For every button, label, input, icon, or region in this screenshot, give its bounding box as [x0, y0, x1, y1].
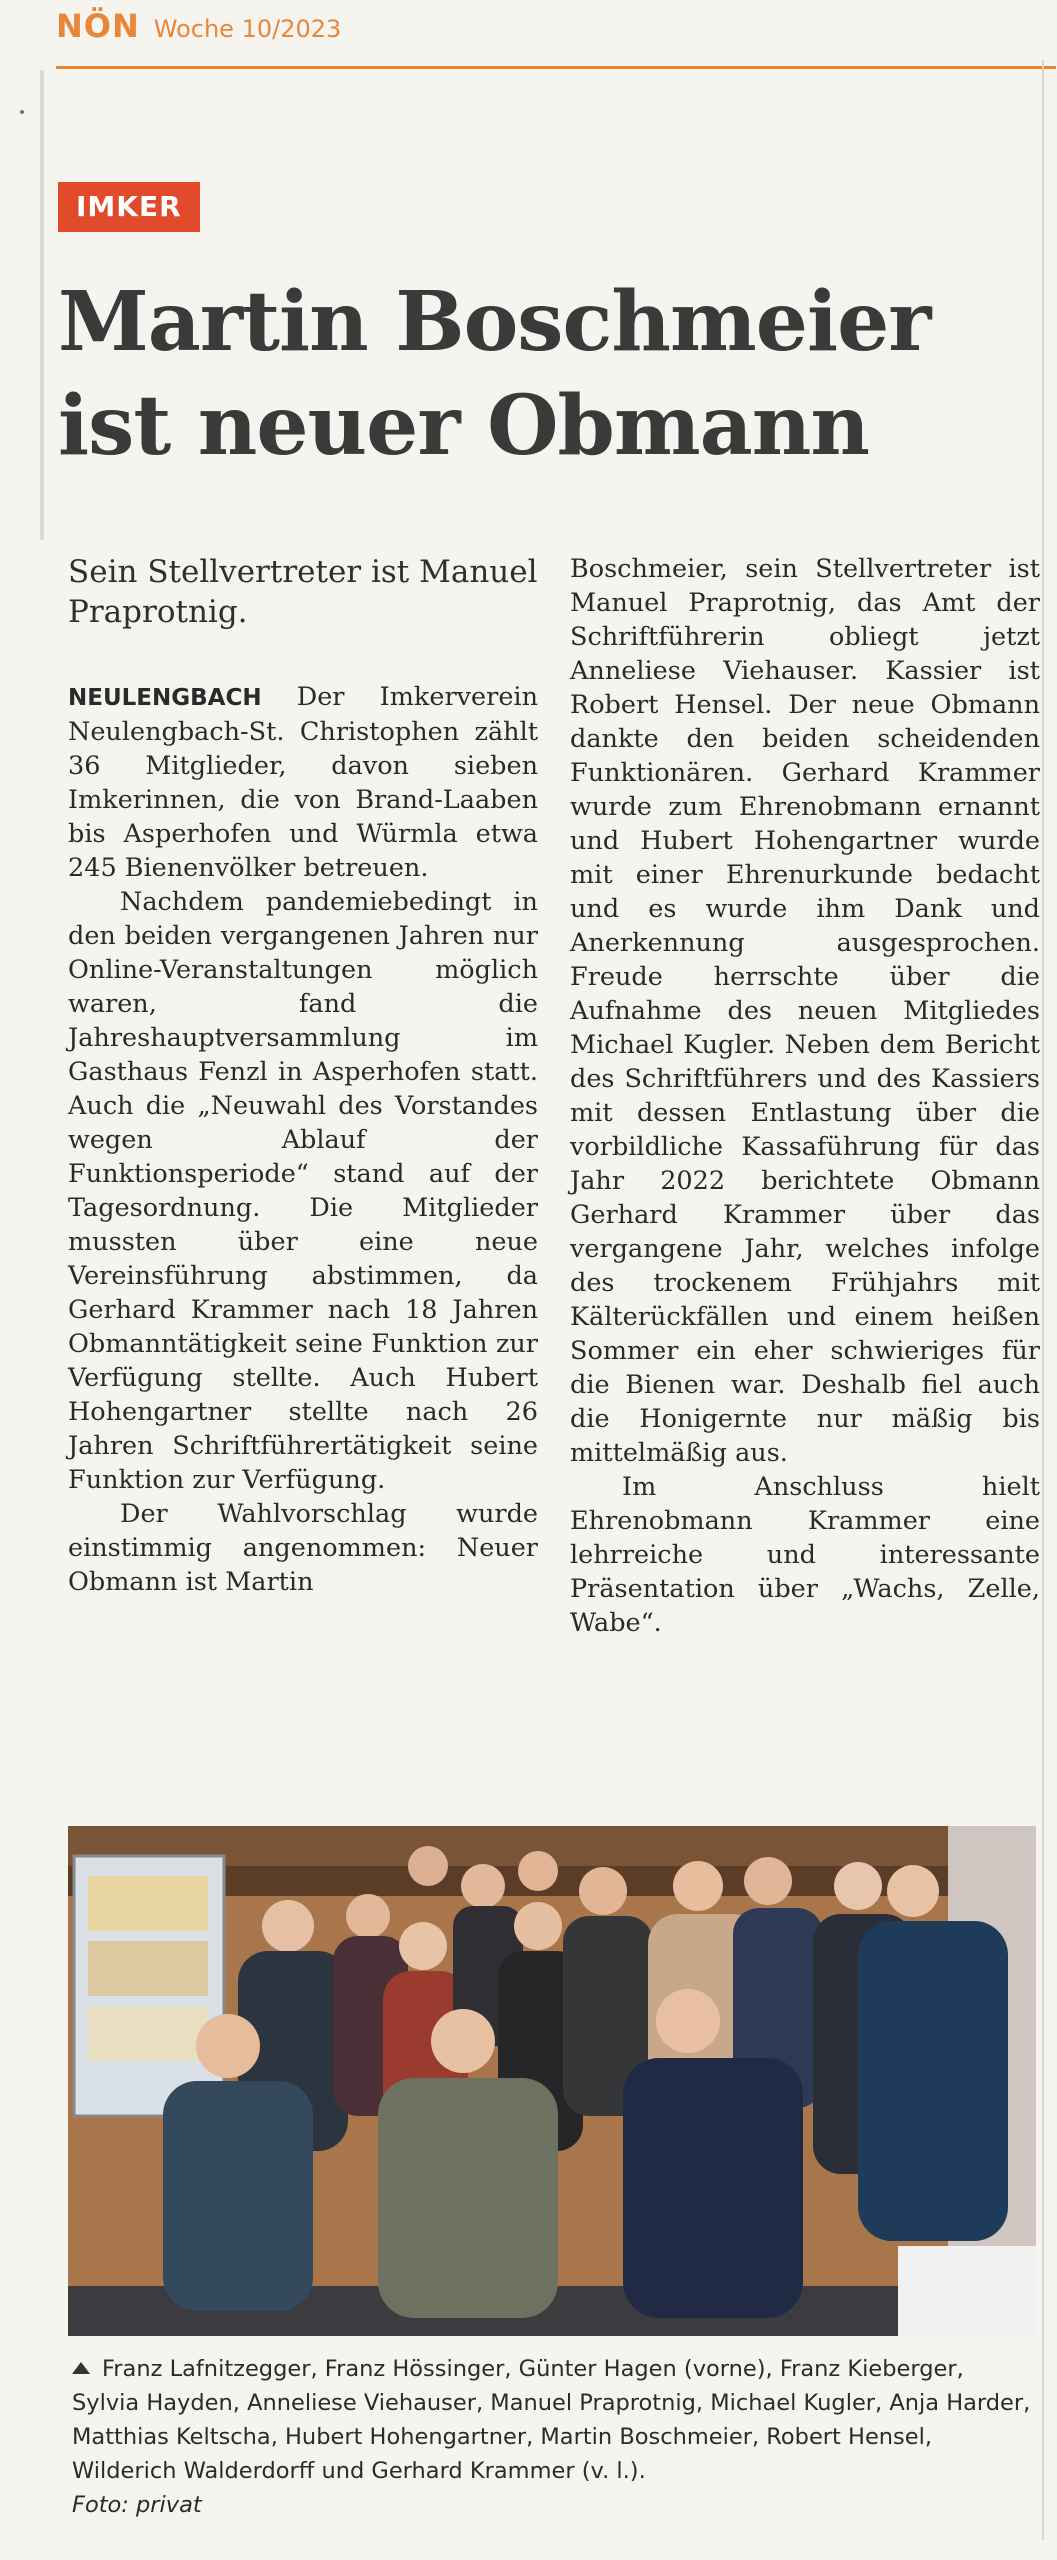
paragraph-2: Nachdem pandemiebedingt in den beiden vergangenen Jahren nur Online-Veranstaltungen möglich waren, fand die Jahreshauptversammlung im Gasthaus Fenzl in Asperhofen statt. Auch die „Neuwahl des Vorstandes wegen Ablauf der Funktionsperiode“ stand auf der Tagesordnung. Die Mitglieder mussten über eine neue Vereinsführung abstimmen, da Gerhard Krammer nach 18 Jahren Obmanntätigkeit seine Funktion zur Verfügung stellte. Auch Hubert Hohengartner stellte nach 26 Jahren Schriftführertätigkeit seine Funktion zur Verfügung.: [68, 887, 538, 1495]
paragraph-3: Der Wahlvorschlag wurde einstimmig angenommen: Neuer Obmann ist Martin: [68, 1499, 538, 1597]
section-kicker: IMKER: [58, 182, 200, 232]
dateline: NEULENGBACH: [68, 685, 262, 711]
photo-caption: [72, 2352, 1032, 2522]
headline-line-2: ist neuer Obmann: [58, 378, 869, 474]
group-photo: [68, 1826, 1036, 2336]
paragraph-1-text: Der Imkerverein Neulengbach-St. Christophen zählt 36 Mitglieder, davon sieben Imkerinnen, die von Brand-Laaben bis Asperhofen und Würmla etwa 245 Bienenvölker betreuen.: [68, 682, 538, 883]
caption-text: Franz Lafnitzegger, Franz Hössinger, Günter Hagen (vorne), Franz Kieberger, Sylvia Hayden, Anneliese Viehauser, Manuel Praprotnig, Michael Kugler, Anja Harder, Matthias Keltscha, Hubert Hohengartner, Martin Boschmeier, Robert Hensel, Wilderich Walderdorff und Gerhard Krammer (v. l.).: [72, 2356, 1031, 2484]
newspaper-logo: NÖN: [56, 7, 140, 45]
article-column-right: [570, 552, 1040, 1640]
scan-speck: [20, 110, 24, 114]
headline: [58, 270, 1018, 478]
article-column-left: [68, 552, 538, 1599]
issue-label: Woche 10/2023: [153, 15, 342, 43]
caption-arrow-icon: [72, 2362, 90, 2374]
left-margin-bar: [40, 70, 44, 540]
deck: Sein Stellvertreter ist Manuel Praprotnig.: [68, 554, 538, 630]
headline-line-1: Martin Boschmeier: [58, 274, 931, 370]
paragraph-1: [68, 680, 538, 885]
paragraph-4: Boschmeier, sein Stellvertreter ist Manuel Praprotnig, das Amt der Schriftführerin obliegt jetzt Anneliese Viehauser. Kassier ist Robert Hensel. Der neue Obmann dankte den beiden scheidenden Funktionären. Gerhard Krammer wurde zum Ehrenobmann ernannt und Hubert Hohengartner wurde mit einer Ehrenurkunde bedacht und es wurde ihm Dank und Anerkennung ausgesprochen. Freude herrschte über die Aufnahme des neuen Mitgliedes Michael Kugler. Neben dem Bericht des Schriftführers und des Kassiers mit dessen Entlastung über die vorbildliche Kassaführung für das Jahr 2022 berichtete Obmann Gerhard Krammer über das vergangene Jahr, welches infolge des trockenem Frühjahrs mit Kälterückfällen und einem heißen Sommer ein eher schwieriges für die Bienen war. Deshalb fiel auch die Honigernte nur mäßig bis mittelmäßig aus.: [570, 554, 1040, 1468]
masthead: [56, 6, 1056, 69]
photo-credit: Foto: privat: [72, 2492, 202, 2518]
right-margin-line: [1042, 60, 1044, 2540]
paragraph-5: Im Anschluss hielt Ehrenobmann Krammer eine lehrreiche und interessante Präsentation über „Wachs, Zelle, Wabe“.: [570, 1472, 1040, 1638]
